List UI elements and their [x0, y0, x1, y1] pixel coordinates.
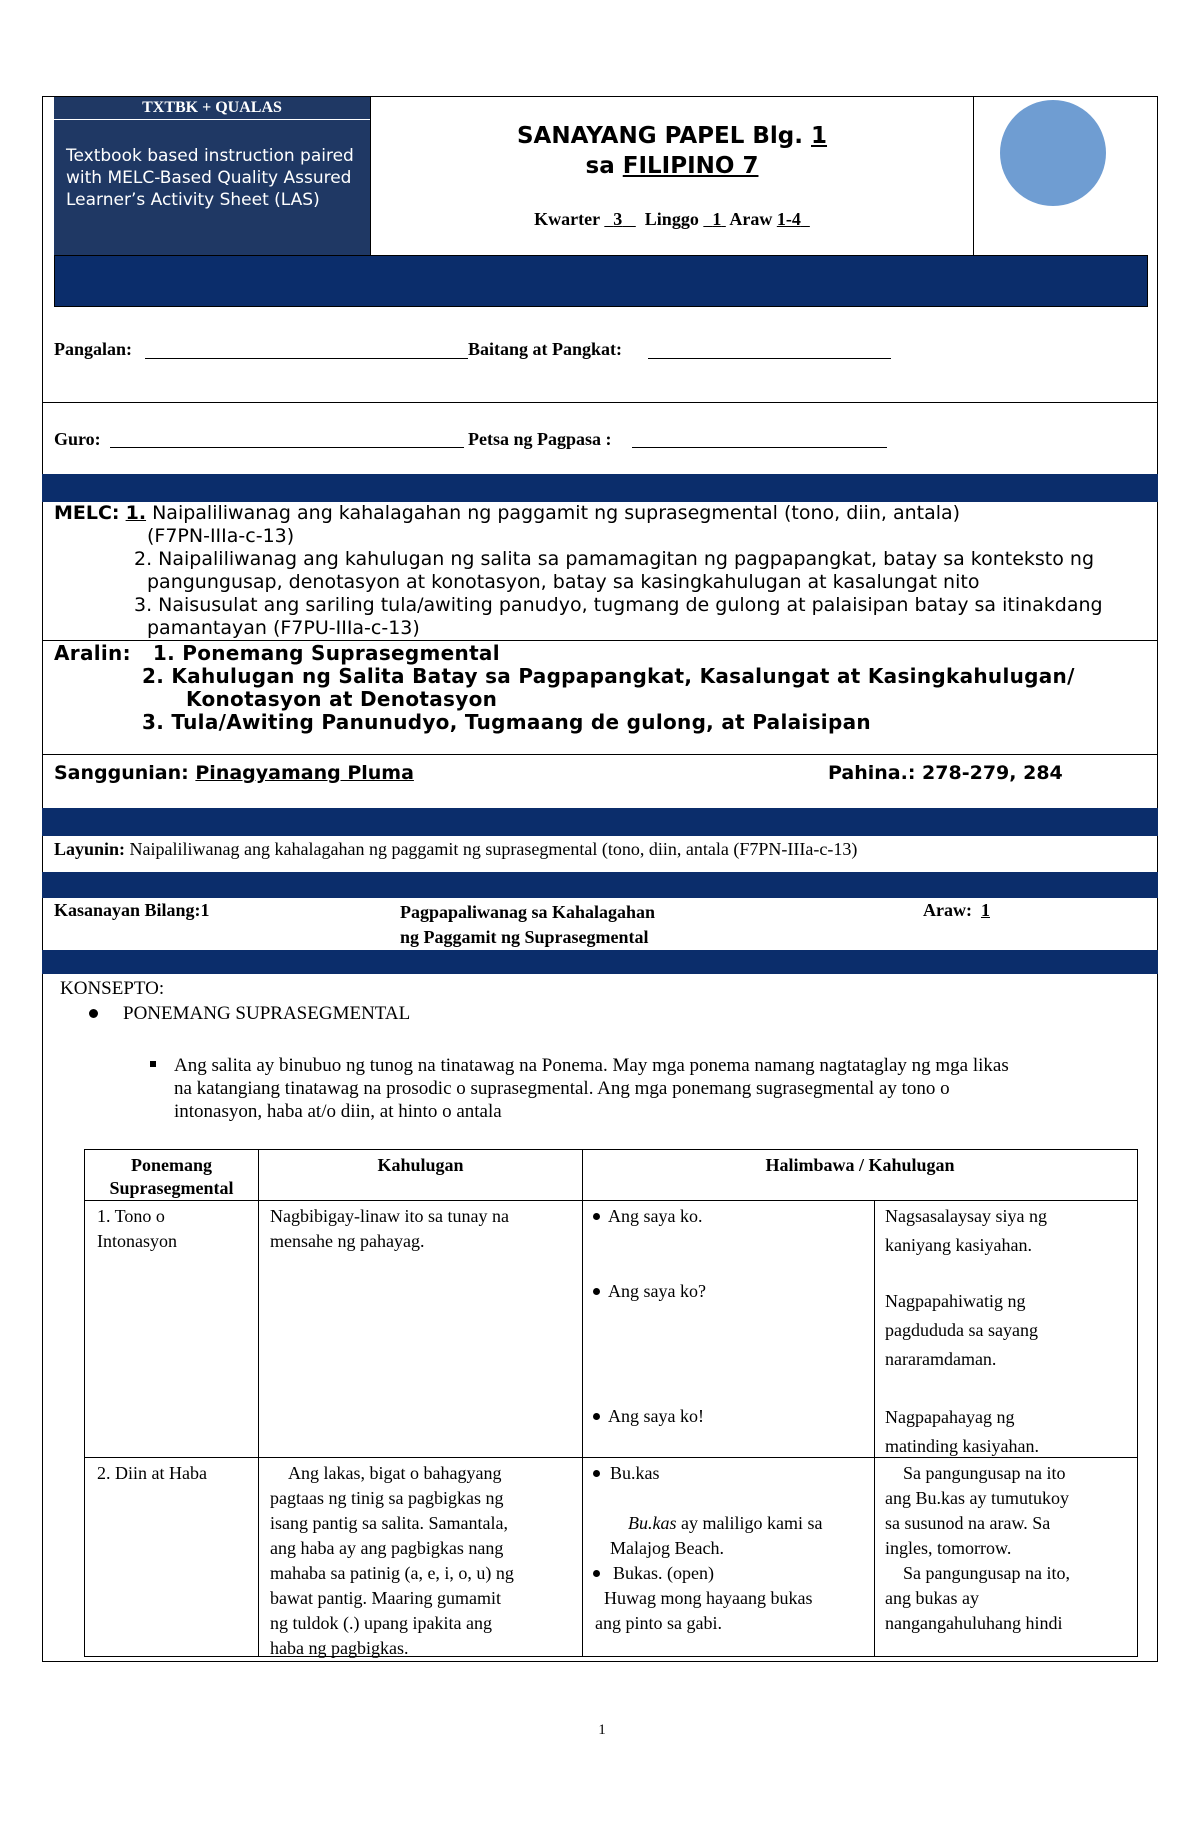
sanggunian: Sanggunian: Pinagyamang Pluma [54, 762, 414, 784]
divider [42, 754, 1158, 755]
suprasegmental-table [84, 1149, 1138, 1657]
example-bukas-2: Bukas. (open) [613, 1563, 714, 1583]
guro-label: Guro: [54, 429, 101, 449]
guro-field[interactable] [110, 427, 464, 448]
section-bar [42, 950, 1158, 974]
example-3-meaning: Nagpapahayag ng matinding kasiyahan. [885, 1407, 1039, 1456]
header-bar [54, 255, 1148, 307]
example-2: Ang saya ko? [608, 1281, 706, 1301]
table-row-2-kahulugan: Ang lakas, bigat o bahagyang pagtaas ng tinig sa pagbigkas ng isang pantig sa salita. Samantala, ang haba ay ang pagbigkas nang mahaba sa patinig (a, e, i, o, u) ng bawat pantig. Maaring gumamit ng tuldok (.) upang ipakita ang haba ng pagbigkas. [270, 1463, 514, 1658]
bullet-icon [593, 1470, 600, 1477]
bullet-icon [593, 1288, 600, 1295]
example-bukas-1-sentence: Bu.kas ay maliligo kami sa Malajog Beach. [610, 1513, 823, 1558]
title-line-2: sa FILIPINO 7 [585, 153, 759, 179]
example-2-meaning: Nagpapahiwatig ng pagdududa sa sayang nararamdaman. [885, 1291, 1038, 1369]
badge-description: Textbook based instruction paired with MELC-Based Quality Assured Learner’s Activity Sheet (LAS) [66, 146, 354, 210]
school-logo [1000, 100, 1106, 206]
baitang-label: Baitang at Pangkat: [468, 339, 623, 359]
example-1: Ang saya ko. [608, 1206, 703, 1226]
kasanayan-araw: Araw: 1 [923, 900, 990, 920]
konsepto-label: KONSEPTO: [60, 978, 165, 999]
section-bar [42, 474, 1158, 502]
header-halimbawa: Halimbawa / Kahulugan [765, 1155, 955, 1175]
example-bukas-2-sentence: Huwag mong hayaang bukas ang pinto sa gabi. [595, 1588, 813, 1633]
layunin: Layunin: Naipaliliwanag ang kahalagahan ng paggamit ng suprasegmental (tono, diin, antala (F7PN-IIIa-c-13) [54, 839, 858, 859]
example-bukas-1: Bu.kas [610, 1463, 660, 1483]
subject: FILIPINO 7 [622, 153, 759, 179]
bullet-icon [89, 1009, 98, 1018]
sheet-number: 1 [811, 123, 828, 149]
petsa-label: Petsa ng Pagpasa : [468, 429, 612, 449]
table-row-2-ponema: 2. Diin at Haba [97, 1463, 207, 1483]
pangalan-label: Pangalan: [54, 339, 133, 359]
bukas-meaning-2: Sa pangungusap na ito, ang bukas ay nangangahuluhang hindi [885, 1563, 1070, 1633]
pangalan-field[interactable] [145, 338, 468, 359]
divider [42, 402, 1158, 403]
section-bar [42, 808, 1158, 836]
petsa-field[interactable] [632, 427, 887, 448]
bullet-icon [593, 1413, 600, 1420]
program-badge [54, 97, 370, 255]
header-kahulugan: Kahulugan [377, 1155, 464, 1175]
page-number: 1 [598, 1722, 606, 1738]
bukas-meaning-1: Sa pangungusap na ito ang Bu.kas ay tumutukoy sa susunod na araw. Sa ingles, tomorrow. [885, 1463, 1069, 1558]
kasanayan-title: Pagpapaliwanag sa Kahalagahan ng Paggamit ng Suprasegmental [400, 902, 656, 947]
bullet-icon [593, 1213, 600, 1220]
aralin-section: Aralin: 1. Ponemang Suprasegmental 2. Kahulugan ng Salita Batay sa Pagpapangkat, Kasalungat at Kasingkahulugan/ Konotasyon at Denotasyon 3. Tula/Awiting Panunudyo, Tugmaang de gulong, at Palaisipan [54, 641, 1075, 734]
table-row-1-kahulugan: Nagbibigay-linaw ito sa tunay na mensahe ng pahayag. [270, 1206, 509, 1251]
bullet-icon [593, 1570, 600, 1577]
square-bullet-icon [150, 1061, 156, 1067]
example-1-meaning: Nagsasalaysay siya ng kaniyang kasiyahan. [885, 1206, 1047, 1255]
konsepto-heading: PONEMANG SUPRASEGMENTAL [123, 1003, 411, 1024]
title-line-1: SANAYANG PAPEL Blg. 1 [516, 123, 828, 149]
header-ponema: Ponemang Suprasegmental [109, 1155, 234, 1198]
example-3: Ang saya ko! [608, 1406, 704, 1426]
melc-section: MELC: 1. Naipaliliwanag ang kahalagahan ng paggamit ng suprasegmental (tono, diin, antala) (F7PN-IIIa-c-13) 2. Naipaliliwanag ang kahulugan ng salita sa pamamagitan ng pagpapangkat, batay sa konteksto ng pangungusap, denotasyon at konotasyon, batay sa kasingkahulugan at kasalungat nito 3. Naisusulat ang sariling tula/awiting panudyo, tugmang de gulong at palaisipan batay sa itinakdang pamantayan (F7PU-IIIa-c-13) [54, 502, 1103, 639]
konsepto-paragraph: Ang salita ay binubuo ng tunog na tinatawag na Ponema. May mga ponema namang nagtataglay ng mga likas na katangiang tinatawag na prosodic o suprasegmental. Ang mga ponemang sugrasegmental ay tono o intonasyon, haba at/o diin, at hinto o antala [174, 1055, 1009, 1122]
baitang-field[interactable] [648, 338, 891, 359]
section-bar [42, 872, 1158, 898]
badge-title: TXTBK + QUALAS [54, 97, 370, 120]
quarter-week-day: Kwarter 3 Linggo 1 Araw 1-4 [534, 209, 801, 229]
kasanayan-label: Kasanayan Bilang:1 [54, 900, 210, 920]
pahina: Pahina.: 278-279, 284 [828, 762, 1063, 784]
title-box [370, 97, 974, 255]
table-row-1-ponema: 1. Tono o Intonasyon [97, 1206, 177, 1251]
